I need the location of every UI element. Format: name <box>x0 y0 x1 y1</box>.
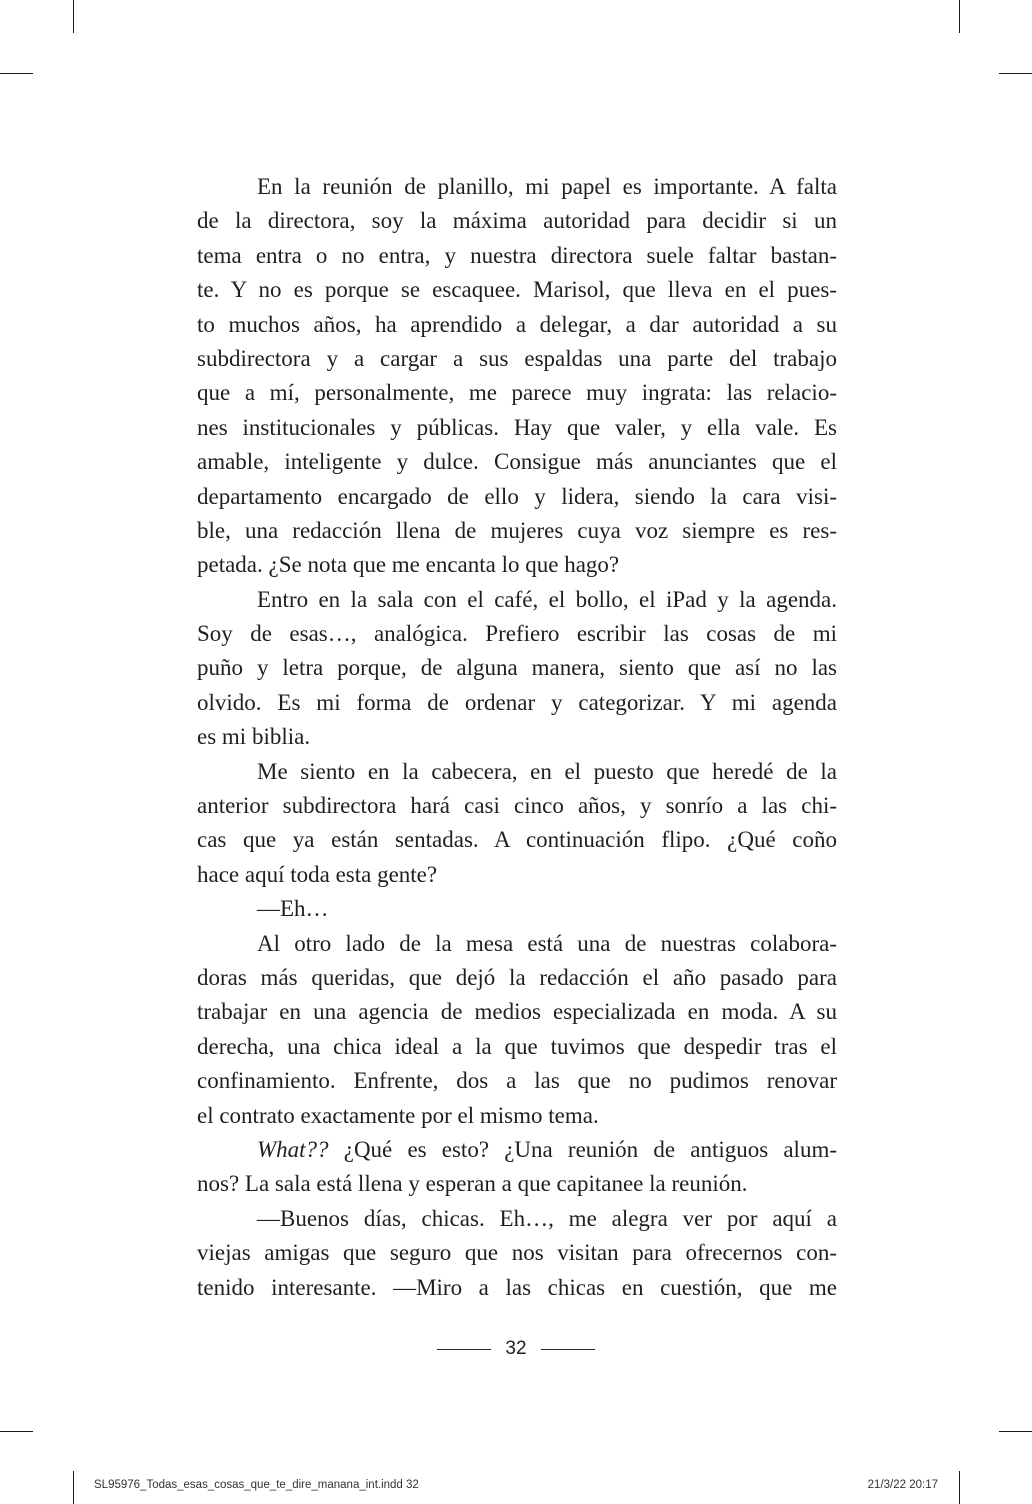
text-line: que a mí, personalmente, me parece muy ingrata: las relacio- <box>197 380 837 406</box>
text-line: Al otro lado de la mesa está una de nuestras colabora- <box>257 930 837 956</box>
text-line: hace aquí toda esta gente? <box>197 861 438 887</box>
crop-mark-top-right <box>959 0 960 33</box>
text-line: —Eh… <box>257 896 329 922</box>
crop-mark-bottom-left-h <box>0 1431 33 1432</box>
text-line: Soy de esas…, analógica. Prefiero escribir las cosas de mi <box>197 621 837 647</box>
text-line: anterior subdirectora hará casi cinco años, y sonrío a las chi- <box>197 793 837 819</box>
text-line: te. Y no es porque se escaquee. Marisol, que lleva en el pues- <box>197 277 837 303</box>
text-line: derecha, una chica ideal a la que tuvimos que despedir tras el <box>197 1033 837 1059</box>
crop-mark-bottom-right <box>959 1471 960 1504</box>
text-line: tema entra o no entra, y nuestra directora suele faltar bastan- <box>197 242 837 268</box>
page-number: 32 <box>505 1338 527 1359</box>
text-line: En la reunión de planillo, mi papel es importante. A falta <box>257 174 837 199</box>
text-line: to muchos años, ha aprendido a delegar, a dar autoridad a su <box>197 311 837 337</box>
text-line: Me siento en la cabecera, en el puesto que heredé de la <box>257 758 837 784</box>
text-line: es mi biblia. <box>197 724 311 750</box>
text-line: petada. ¿Se nota que me encanta lo que hago? <box>197 552 620 578</box>
crop-mark-top-right-h <box>999 73 1032 74</box>
body-text <box>197 170 837 1305</box>
italic-word: What?? <box>257 1136 329 1162</box>
text-line: —Buenos días, chicas. Eh…, me alegra ver por aquí a <box>257 1205 837 1231</box>
slug-filename: SL95976_Todas_esas_cosas_que_te_dire_manana_int.indd 32 <box>94 1479 419 1491</box>
text-line: amable, inteligente y dulce. Consigue más anunciantes que el <box>197 449 837 475</box>
crop-mark-bottom-right-h <box>999 1431 1032 1432</box>
text-line <box>197 1133 837 1167</box>
text-line-rest: ¿Qué es esto? ¿Una reunión de antiguos alum- <box>328 1136 837 1162</box>
slug-datetime: 21/3/22 20:17 <box>867 1479 938 1491</box>
folio-rule-right <box>541 1349 595 1350</box>
text-line: departamento encargado de ello y lidera, siendo la cara visi- <box>197 483 837 509</box>
text-line: nes institucionales y públicas. Hay que valer, y ella vale. Es <box>197 414 837 440</box>
text-line: el contrato exactamente por el mismo tema. <box>197 1102 599 1128</box>
text-line: ble, una redacción llena de mujeres cuya voz siempre es res- <box>197 517 837 543</box>
page-folio <box>0 1338 1032 1360</box>
text-line: tenido interesante. —Miro a las chicas en cuestión, que me <box>197 1274 837 1300</box>
crop-mark-bottom-left <box>73 1471 74 1504</box>
folio-rule-left <box>437 1349 491 1350</box>
text-line: de la directora, soy la máxima autoridad para decidir si un <box>197 208 837 234</box>
text-line: subdirectora y a cargar a sus espaldas una parte del trabajo <box>197 345 837 371</box>
text-line: confinamiento. Enfrente, dos a las que no pudimos renovar <box>197 1068 837 1094</box>
text-line: viejas amigas que seguro que nos visitan para ofrecernos con- <box>197 1240 837 1266</box>
crop-mark-top-left-h <box>0 73 33 74</box>
text-line: doras más queridas, que dejó la redacción el año pasado para <box>197 964 837 990</box>
text-line: Entro en la sala con el café, el bollo, el iPad y la agenda. <box>257 586 837 612</box>
text-line: cas que ya están sentadas. A continuación flipo. ¿Qué coño <box>197 827 837 853</box>
text-line: olvido. Es mi forma de ordenar y categorizar. Y mi agenda <box>197 689 837 715</box>
text-line: trabajar en una agencia de medios especializada en moda. A su <box>197 999 837 1025</box>
text-line: puño y letra porque, de alguna manera, siento que así no las <box>197 655 837 681</box>
crop-mark-top-left <box>73 0 74 33</box>
text-line: nos? La sala está llena y esperan a que capitanee la reunión. <box>197 1171 748 1197</box>
